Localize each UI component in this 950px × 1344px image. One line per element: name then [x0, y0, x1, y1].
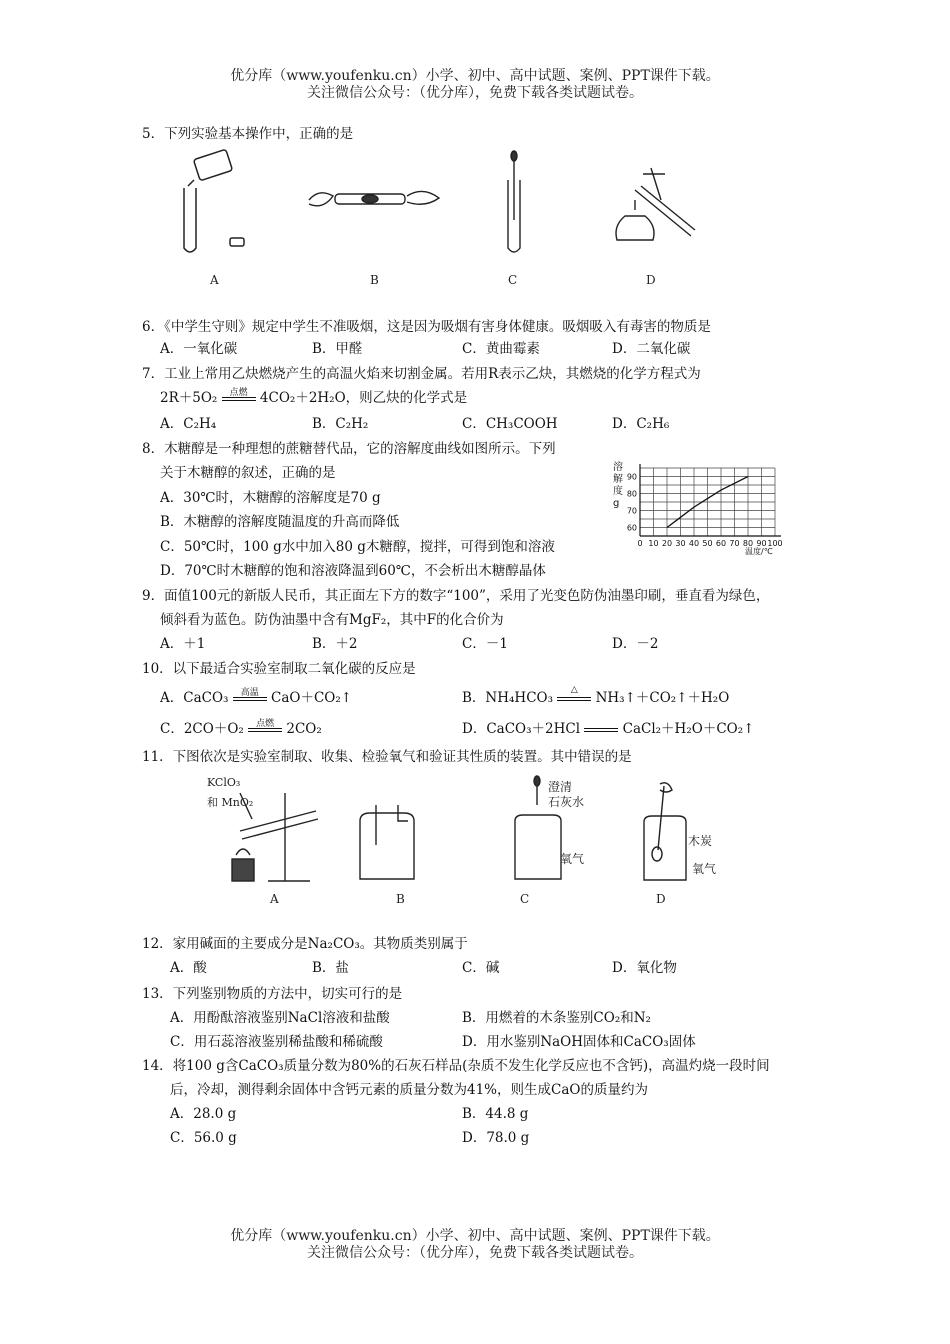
q10-b-right: NH₃↑＋CO₂↑＋H₂O [595, 690, 730, 706]
q6-option-d: D．二氧化碳 [612, 341, 691, 357]
q12-option-b: B．盐 [312, 960, 349, 976]
q6-option-c: C．黄曲霉素 [462, 341, 540, 357]
q7-option-c: C．CH₃COOH [462, 416, 558, 432]
q5-label-b: B [370, 273, 379, 287]
q11-figure-c [505, 775, 585, 885]
chart-x-tick-label: 50 [702, 539, 713, 548]
q6-option-a: A．一氧化碳 [160, 341, 238, 357]
q10-d-arrow [584, 728, 618, 732]
chart-x-tick-label: 60 [715, 539, 727, 548]
q5-label-a: A [210, 273, 219, 287]
q11-c-text-1: 澄清 [548, 780, 573, 794]
q5-figure-a [170, 150, 260, 260]
q11-c-text-2: 石灰水 [548, 795, 585, 809]
q11-figure-a [220, 785, 330, 885]
q11-label-d: D [656, 892, 666, 906]
q11-c-text-3: 氧气 [560, 852, 585, 866]
q5-label-d: D [646, 273, 656, 287]
q10-a-arrow [233, 687, 267, 701]
q10-c-right: 2CO₂ [286, 721, 322, 737]
chart-ylabel-4: g [613, 498, 620, 509]
chart-x-tick-label: 10 [648, 539, 659, 548]
q7-option-b: B．C₂H₂ [312, 416, 369, 432]
q5-figure-c [500, 150, 530, 260]
q14-stem-line-1: 14．将100 g含CaCO₃质量分数为80%的石灰石样品(杂质不发生化学反应也不含钙)，高温灼烧一段时间 [142, 1058, 770, 1074]
q5-figure-d [595, 160, 705, 260]
q8-option-b: B．木糖醇的溶解度随温度的升高而降低 [160, 514, 400, 530]
q5-stem: 5．下列实验基本操作中，正确的是 [142, 126, 354, 142]
q8-option-d: D．70℃时木糖醇的饱和溶液降温到60℃，不会析出木糖醇晶体 [160, 563, 546, 579]
q11-d-text-1: 木炭 [688, 834, 713, 848]
q9-option-a: A．＋1 [160, 636, 206, 652]
chart-x-tick-label: 30 [675, 539, 686, 548]
chart-x-tick-label: 40 [688, 539, 700, 548]
q11-stem: 11．下图依次是实验室制取、收集、检验氧气和验证其性质的装置。其中错误的是 [142, 749, 632, 765]
q11-label-b: B [396, 892, 405, 906]
footer-line-2: 关注微信公众号：（优分库），免费下载各类试题试卷。 [307, 1245, 643, 1261]
page-footer [0, 1228, 950, 1262]
q9-stem-line-2: 倾斜看为蓝色。防伪油墨中含有MgF₂，其中F的化合价为 [160, 612, 504, 628]
q10-a-right: CaO＋CO₂↑ [271, 690, 353, 706]
chart-ylabel-1: 溶 [613, 462, 623, 473]
q10-b-arrow [557, 684, 591, 701]
chart-grid [640, 468, 775, 536]
page-header [0, 68, 950, 102]
q10-option-d [462, 717, 754, 737]
q7-stem: 7．工业上常用乙炔燃烧产生的高温火焰来切割金属。若用R表示乙炔，其燃烧的化学方程式为 [142, 366, 701, 382]
q9-option-b: B．＋2 [312, 636, 358, 652]
q11-figure-b [352, 805, 422, 885]
q14-stem-line-2: 后，冷却，测得剩余固体中含钙元素的质量分数为41%，则生成CaO的质量约为 [170, 1082, 648, 1098]
q8-option-c: C．50℃时，100 g水中加入80 g木糖醇，搅拌，可得到饱和溶液 [160, 539, 555, 555]
q10-d-left: D．CaCO₃＋2HCl [462, 721, 581, 737]
q10-c-arrow [248, 718, 282, 732]
q8-option-a: A．30℃时，木糖醇的溶解度是70 g [160, 490, 381, 506]
q10-option-c [160, 717, 322, 737]
q10-b-left: B．NH₄HCO₃ [462, 690, 553, 706]
q7-eq-arrow [222, 387, 256, 401]
q11-label-c: C [520, 892, 530, 906]
chart-ylabel-3: 度 [613, 486, 623, 497]
chart-ylabel-2: 解 [613, 474, 623, 485]
header-line-2: 关注微信公众号：（优分库），免费下载各类试题试卷。 [307, 85, 643, 101]
q10-a-left: A．CaCO₃ [160, 690, 229, 706]
q6-stem: 6．《中学生守则》规定中学生不准吸烟，这是因为吸烟有害身体健康。吸烟吸入有毒害的物质是 [142, 319, 711, 335]
q10-stem: 10．以下最适合实验室制取二氧化碳的反应是 [142, 661, 416, 677]
q10-option-b [462, 686, 729, 706]
q10-c-cond: 点燃 [256, 718, 275, 729]
q12-option-a: A．酸 [170, 960, 207, 976]
chart-axes [640, 464, 781, 536]
chart-x-tick-label: 20 [661, 539, 673, 548]
chart-x-tick-label: 0 [637, 539, 643, 548]
q13-option-c: C．用石蕊溶液鉴别稀盐酸和稀硫酸 [170, 1034, 383, 1050]
q11-a-text-2: 和 MnO₂ [207, 796, 254, 809]
q10-b-cond: △ [570, 684, 578, 695]
q14-option-d: D．78.0 g [462, 1130, 530, 1146]
q11-a-text-1: KClO₃ [207, 776, 241, 789]
q13-option-a: A．用酚酞溶液鉴别NaCl溶液和盐酸 [170, 1010, 390, 1026]
q10-c-left: C．2CO＋O₂ [160, 721, 244, 737]
chart-x-tick-label: 80 [742, 539, 754, 548]
q7-eq-right: 4CO₂＋2H₂O，则乙炔的化学式是 [259, 390, 468, 406]
chart-y-tick-label: 90 [626, 472, 637, 482]
q5-label-c: C [508, 273, 518, 287]
q10-a-cond: 高温 [240, 687, 259, 698]
chart-x-tick-label: 90 [756, 539, 767, 548]
q12-option-d: D．氧化物 [612, 960, 677, 976]
q10-d-right: CaCl₂＋H₂O＋CO₂↑ [622, 721, 755, 737]
q10-option-a [160, 686, 352, 706]
q14-option-b: B．44.8 g [462, 1106, 529, 1122]
q14-option-c: C．56.0 g [170, 1130, 237, 1146]
q13-option-d: D．用水鉴别NaOH固体和CaCO₃固体 [462, 1034, 696, 1050]
chart-y-tick-label: 70 [626, 506, 637, 516]
header-line-1: 优分库（www.youfenku.cn）小学、初中、高中试题、案例、PPT课件下载。 [230, 68, 720, 84]
q7-option-a: A．C₂H₄ [160, 416, 217, 432]
q7-eq-condition: 点燃 [229, 387, 248, 398]
q8-stem-line-2: 关于木糖醇的叙述，正确的是 [160, 465, 336, 481]
q14-option-a: A．28.0 g [170, 1106, 237, 1122]
q11-label-a: A [270, 892, 279, 906]
q13-stem: 13．下列鉴别物质的方法中，切实可行的是 [142, 986, 403, 1002]
q6-option-b: B．甲醛 [312, 341, 363, 357]
q7-eq-left: 2R＋5O₂ [160, 390, 218, 406]
chart-x-tick-label: 70 [729, 539, 740, 548]
q11-d-text-2: 氧气 [692, 862, 717, 876]
footer-line-1: 优分库（www.youfenku.cn）小学、初中、高中试题、案例、PPT课件下载。 [230, 1228, 720, 1244]
q12-option-c: C．碱 [462, 960, 500, 976]
q12-stem: 12．家用碱面的主要成分是Na₂CO₃。其物质类别属于 [142, 936, 468, 952]
q8-stem-line-1: 8．木糖醇是一种理想的蔗糖替代品，它的溶解度曲线如图所示。下列 [142, 441, 556, 457]
q5-figure-b [305, 180, 445, 220]
solubility-chart [605, 458, 795, 558]
chart-xlabel: 温度/℃ [745, 547, 773, 556]
chart-y-tick-label: 80 [626, 489, 637, 499]
q9-stem-line-1: 9．面值100元的新版人民币，其正面左下方的数字“100”，采用了光变色防伪油墨印刷，垂直看为绿色， [142, 588, 770, 604]
q9-option-d: D．－2 [612, 636, 659, 652]
q13-option-b: B．用燃着的木条鉴别CO₂和N₂ [462, 1010, 651, 1026]
chart-y-tick-label: 60 [626, 523, 637, 533]
q7-equation [160, 386, 467, 406]
q9-option-c: C．－1 [462, 636, 508, 652]
chart-x-tick-label: 100 [767, 539, 783, 548]
q7-option-d: D．C₂H₆ [612, 416, 670, 432]
